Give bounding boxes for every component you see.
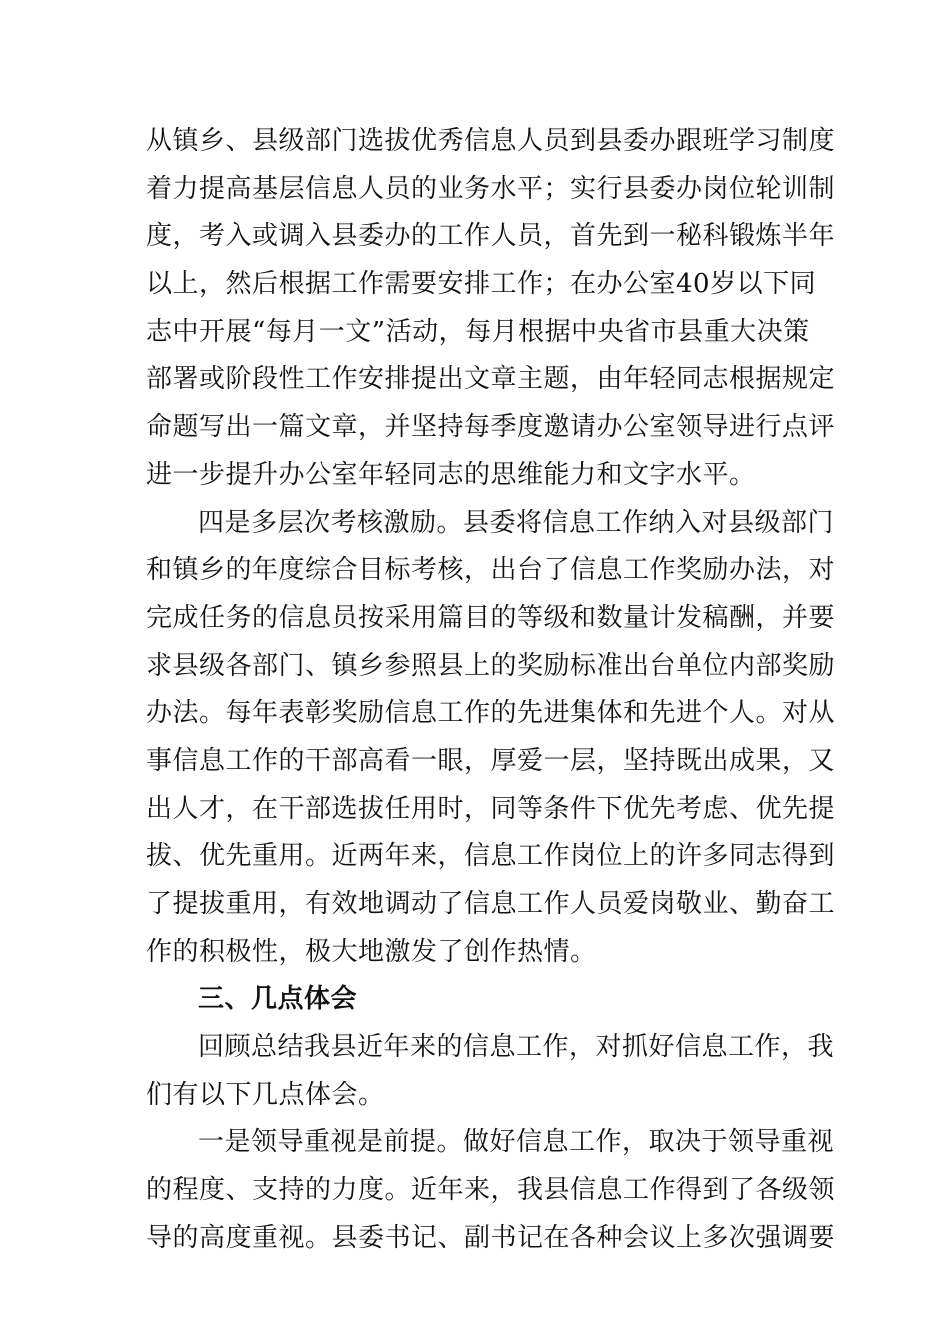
- text-line: 拔、优先重用。近两年来，信息工作岗位上的许多同志得到: [146, 841, 836, 872]
- text-line: 导的高度重视。县委书记、副书记在各种会议上多次强调要: [146, 1222, 836, 1253]
- text-line: 和镇乡的年度综合目标考核，出台了信息工作奖励办法，对: [146, 555, 836, 586]
- body-text: [146, 122, 836, 1267]
- text-line: 从镇乡、县级部门选拔优秀信息人员到县委办跟班学习制度: [146, 126, 836, 156]
- paragraph-start-line: 回顾总结我县近年来的信息工作，对抓好信息工作，我: [198, 1032, 835, 1063]
- text-line: 事信息工作的干部高看一眼，厚爱一层，坚持既出成果，又: [146, 745, 836, 776]
- paragraph-start-line: 一是领导重视是前提。做好信息工作，取决于领导重视: [198, 1127, 835, 1158]
- text-line: 进一步提升办公室年轻同志的思维能力和文字水平。: [146, 459, 756, 490]
- text-line: 的程度、支持的力度。近年来，我县信息工作得到了各级领: [146, 1175, 836, 1206]
- text-line: 志中开展“每月一文”活动，每月根据中央省市县重大决策: [146, 316, 810, 347]
- text-line: 求县级各部门、镇乡参照县上的奖励标准出台单位内部奖励: [146, 650, 836, 681]
- text-line: 作的积极性，极大地激发了创作热情。: [146, 936, 597, 967]
- text-line: 们有以下几点体会。: [146, 1079, 385, 1110]
- text-line: 了提拔重用，有效地调动了信息工作人员爱岗敬业、勤奋工: [146, 889, 836, 919]
- text-line: 办法。每年表彰奖励信息工作的先进集体和先进个人。对从: [146, 698, 836, 729]
- text-line: 部署或阶段性工作安排提出文章主题，由年轻同志根据规定: [146, 364, 836, 395]
- text-line: 命题写出一篇文章，并坚持每季度邀请办公室领导进行点评: [146, 412, 836, 443]
- paragraph-start-line: 四是多层次考核激励。县委将信息工作纳入对县级部门: [198, 507, 835, 538]
- text-line: 度，考入或调入县委办的工作人员，首先到一秘科锻炼半年: [146, 221, 836, 252]
- text-line: 以上，然后根据工作需要安排工作；在办公室40岁以下同: [146, 269, 817, 300]
- text-line: 着力提高基层信息人员的业务水平；实行县委办岗位轮训制: [146, 173, 836, 204]
- text-line: 出人才，在干部选拔任用时，同等条件下优先考虑、优先提: [146, 793, 836, 824]
- section-heading: 三、几点体会: [198, 984, 358, 1015]
- text-line: 完成任务的信息员按采用篇目的等级和数量计发稿酬，并要: [146, 602, 836, 633]
